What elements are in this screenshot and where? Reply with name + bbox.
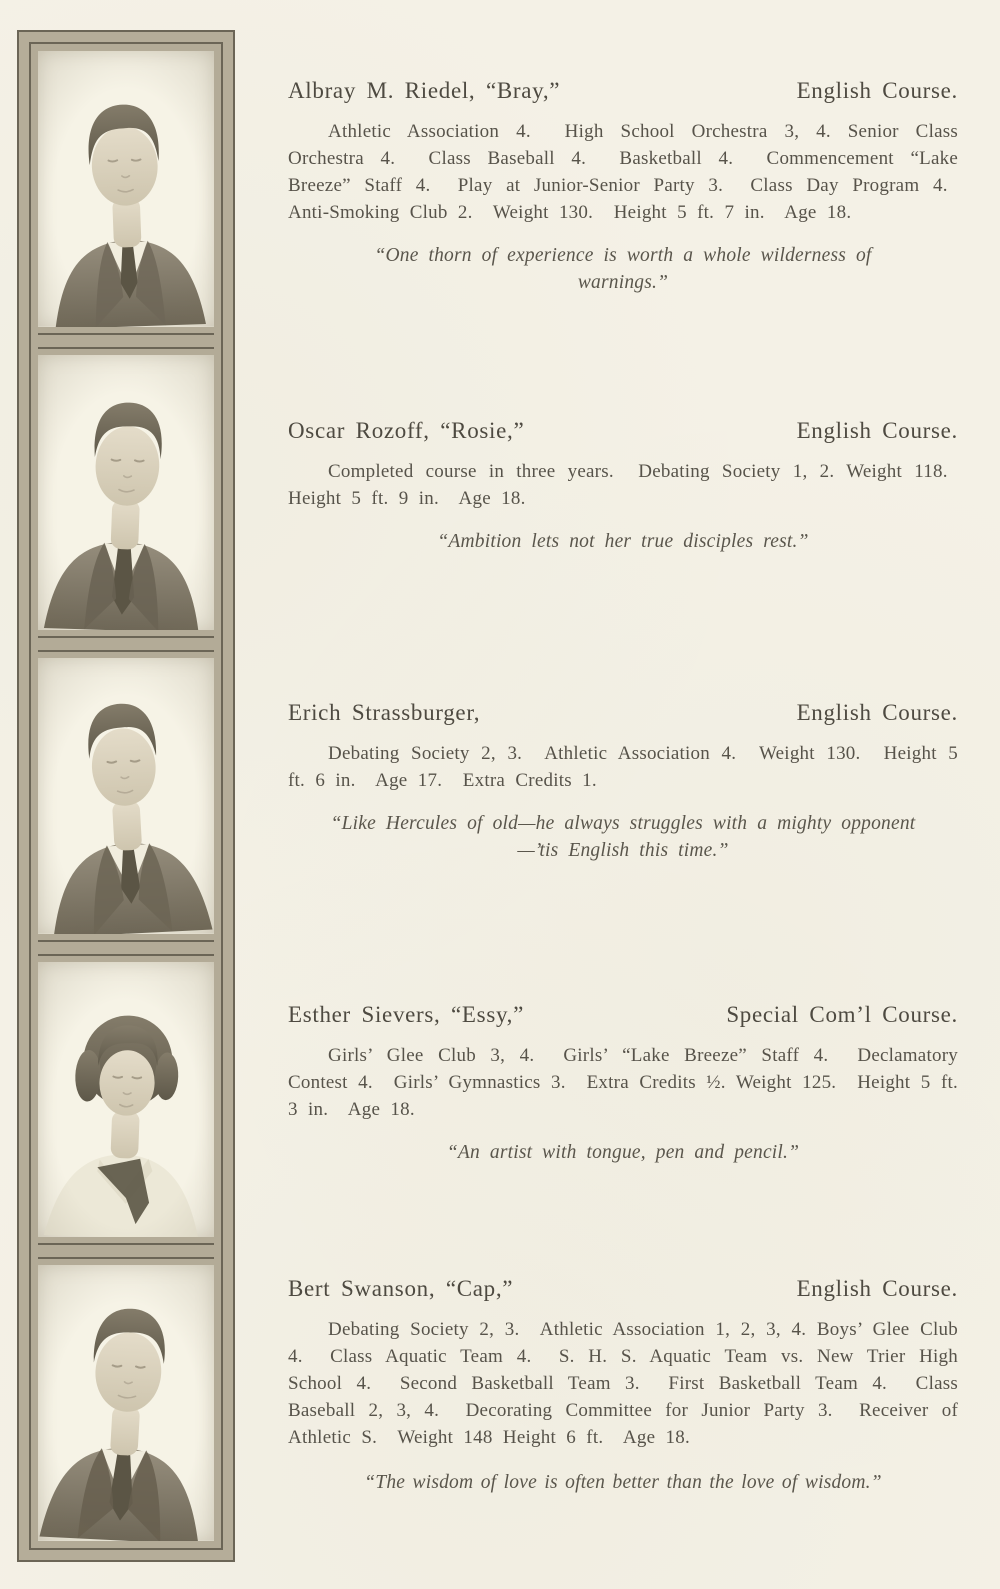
course-label: English Course. — [796, 78, 958, 103]
portrait-column-inner-frame — [29, 42, 223, 1550]
quote-text: “An artist with tongue, pen and pencil.” — [446, 1142, 800, 1163]
portrait-cell-3 — [38, 658, 214, 934]
frame-divider — [38, 1243, 214, 1259]
portrait-oscar-rozoff — [38, 355, 214, 631]
quote-text: “One thorn of experience is worth a whole wilderness of warnings.” — [374, 245, 872, 293]
quote-text: “The wisdom of love is often better than the love of wisdom.” — [364, 1472, 882, 1493]
activities-text: Girls’ Glee Club 3, 4. Girls’ “Lake Breeze” Staff 4. Declamatory Contest 4. Girls’ Gymnastics 3. Extra Credits ½. Weight 125. Height 5 ft. 3 in. Age 18. — [288, 1045, 958, 1120]
portrait-column-frame — [17, 30, 235, 1562]
activities-text: Completed course in three years. Debating Society 1, 2. Weight 118. Height 5 ft. 9 in. Age 18. — [288, 461, 958, 509]
portrait-esther-sievers — [38, 962, 214, 1238]
frame-divider — [38, 333, 214, 349]
activities-text: Athletic Association 4. High School Orchestra 3, 4. Senior Class Orchestra 4. Class Baseball 4. Basketball 4. Commencement “Lake Breeze” Staff 4. Play at Junior-Senior Party 3. Class Day Program 4. Anti-Smoking Club 2. Weight 130. Height 5 ft. 7 in. Age 18. — [288, 121, 958, 223]
entry-esther-sievers — [288, 1000, 958, 1166]
student-name: Erich Strassburger, — [288, 700, 481, 725]
student-name: Albray M. Riedel, “Bray,” — [288, 78, 561, 103]
entry-albray-riedel — [288, 76, 958, 296]
quote-text: “Ambition lets not her true disciples rest.” — [437, 531, 809, 552]
activities-text: Debating Society 2, 3. Athletic Association 4. Weight 130. Height 5 ft. 6 in. Age 17. Extra Credits 1. — [288, 743, 958, 791]
course-label: English Course. — [796, 418, 958, 443]
portrait-cell-5 — [38, 1265, 214, 1541]
student-name: Oscar Rozoff, “Rosie,” — [288, 418, 525, 443]
quote-text: “Like Hercules of old—he always struggles with a mighty opponent—’tis English this time.” — [330, 813, 916, 861]
portrait-erich-strassburger — [38, 658, 214, 934]
entry-erich-strassburger — [288, 698, 958, 864]
course-label: English Course. — [796, 1276, 958, 1301]
portrait-cell-2 — [38, 355, 214, 631]
portrait-cell-1 — [38, 51, 214, 327]
student-name: Esther Sievers, “Essy,” — [288, 1002, 524, 1027]
frame-divider — [38, 636, 214, 652]
entry-bert-swanson — [288, 1274, 958, 1496]
activities-text: Debating Society 2, 3. Athletic Association 1, 2, 3, 4. Boys’ Glee Club 4. Class Aquatic Team 4. S. H. S. Aquatic Team vs. New Trier High School 4. Second Basketball Team 3. First Basketball Team 4. Class Baseball 2, 3, 4. Decorating Committee for Junior Party 3. Receiver of Athletic S. Weight 148 Height 6 ft. Age 18. — [288, 1319, 958, 1448]
course-label: English Course. — [796, 700, 958, 725]
student-name: Bert Swanson, “Cap,” — [288, 1276, 514, 1301]
frame-divider — [38, 940, 214, 956]
portrait-cell-4 — [38, 962, 214, 1238]
portrait-bert-swanson — [38, 1265, 214, 1541]
entry-oscar-rozoff — [288, 416, 958, 555]
course-label: Special Com’l Course. — [726, 1002, 958, 1027]
portrait-albray-riedel — [38, 51, 214, 327]
